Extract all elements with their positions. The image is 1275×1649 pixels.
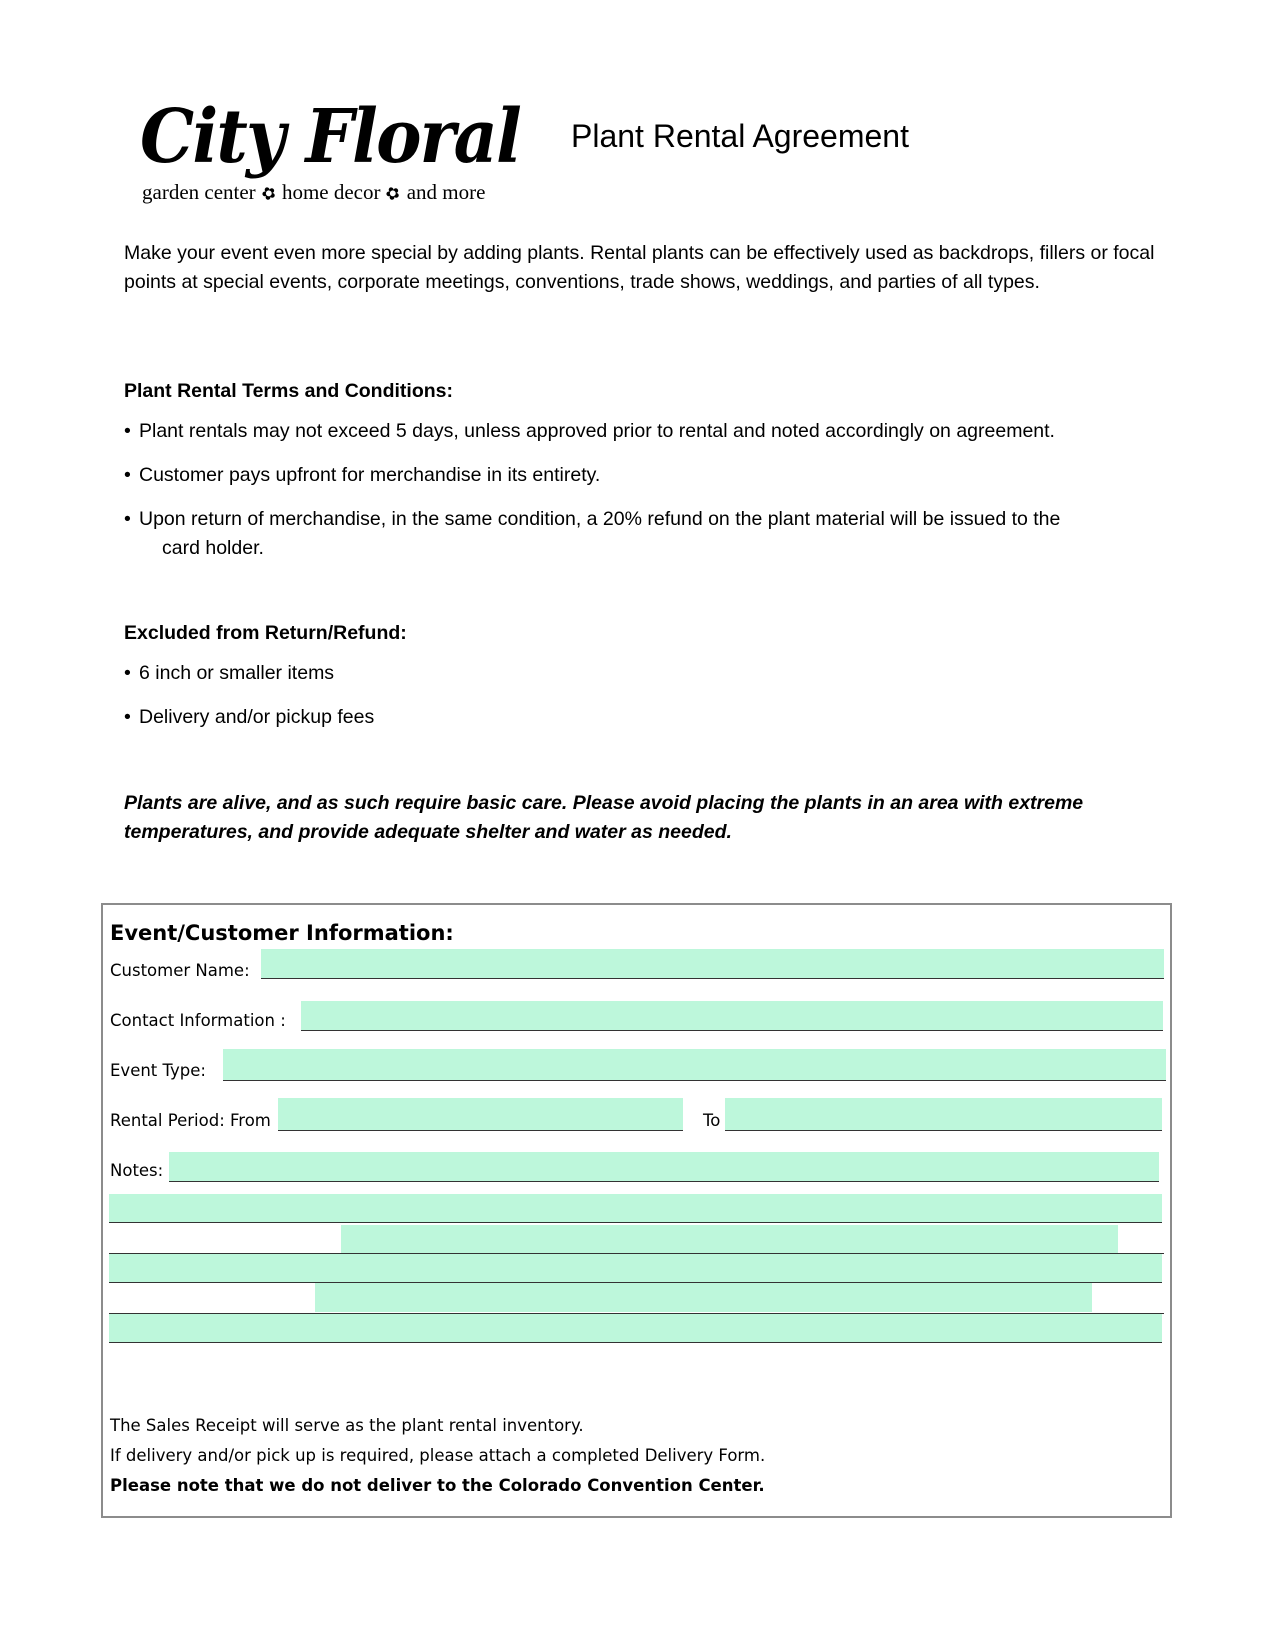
notes-line-4[interactable] <box>109 1254 1162 1283</box>
rental-from-field[interactable] <box>278 1098 683 1131</box>
bullet-icon: • <box>124 420 131 442</box>
bullet-icon: • <box>124 706 131 728</box>
notes-line-2[interactable] <box>109 1194 1162 1223</box>
terms-item: • Customer pays upfront for merchandise in its entirety. <box>124 461 1144 490</box>
notes-line-6[interactable] <box>109 1314 1162 1343</box>
excluded-item: • Delivery and/or pickup fees <box>124 703 1144 732</box>
bullet-icon: • <box>124 662 131 684</box>
form-title: Event/Customer Information: <box>110 921 454 945</box>
bullet-icon: • <box>124 508 131 530</box>
customer-name-label: Customer Name: <box>110 961 250 980</box>
terms-item: • Upon return of merchandise, in the same condition, a 20% refund on the plant material will be issued to the card holder. <box>124 505 1144 563</box>
contact-information-label: Contact Information : <box>110 1011 286 1030</box>
footnote-convention-center: Please note that we do not deliver to the Colorado Convention Center. <box>110 1476 765 1495</box>
excluded-heading: Excluded from Return/Refund: <box>124 622 407 644</box>
logo-tagline <box>142 180 485 205</box>
contact-information-field[interactable] <box>301 1001 1163 1031</box>
logo-tagline-3: and more <box>406 180 486 204</box>
logo-tagline-2: home decor <box>281 180 381 204</box>
logo-wordmark: City Floral <box>140 94 520 180</box>
excluded-item: • 6 inch or smaller items <box>124 659 1144 688</box>
logo-tagline-1: garden center <box>142 180 256 204</box>
care-warning: Plants are alive, and as such require basic care. Please avoid placing the plants in an area with extreme temperatures, and provide adequate shelter and water as needed. <box>124 792 1084 843</box>
bullet-icon: • <box>124 464 131 486</box>
rental-to-label: To <box>703 1111 721 1130</box>
notes-line-1[interactable] <box>169 1152 1159 1182</box>
footnote-inventory: The Sales Receipt will serve as the plant rental inventory. <box>110 1416 584 1435</box>
footnote-delivery: If delivery and/or pick up is required, please attach a completed Delivery Form. <box>110 1446 766 1465</box>
event-type-label: Event Type: <box>110 1061 206 1080</box>
intro-paragraph: Make your event even more special by adding plants. Rental plants can be effectively used as backdrops, fillers or focal points at special events, corporate meetings, conventions, trade shows, weddings, and parties of all types. <box>124 242 1155 293</box>
event-type-field[interactable] <box>223 1049 1166 1081</box>
leaf-icon: ✿ <box>382 181 404 206</box>
event-customer-form <box>101 903 1172 1518</box>
notes-line-5[interactable] <box>315 1283 1092 1312</box>
customer-name-field[interactable] <box>261 949 1164 979</box>
notes-line-3[interactable] <box>341 1225 1118 1254</box>
page-title: Plant Rental Agreement <box>571 118 909 154</box>
leaf-icon: ✿ <box>258 181 280 206</box>
rental-from-label: Rental Period: From <box>110 1111 271 1130</box>
terms-item: • Plant rentals may not exceed 5 days, unless approved prior to rental and noted accordingly on agreement. <box>124 417 1144 446</box>
city-floral-logo <box>140 92 535 210</box>
terms-heading: Plant Rental Terms and Conditions: <box>124 380 453 402</box>
rental-to-field[interactable] <box>725 1098 1162 1131</box>
notes-label: Notes: <box>110 1161 164 1180</box>
